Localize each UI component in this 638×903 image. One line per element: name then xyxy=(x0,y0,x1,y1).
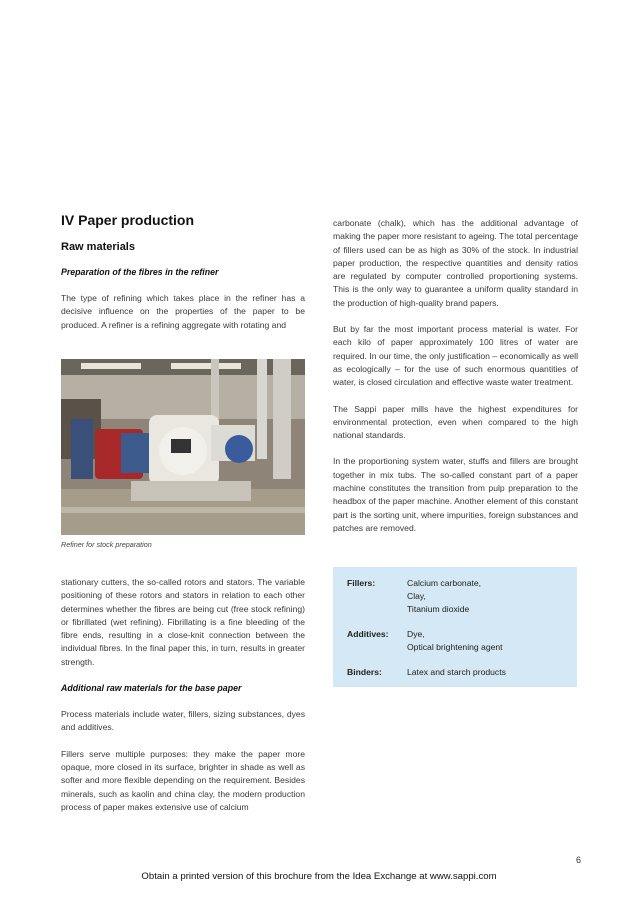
photo-caption: Refiner for stock preparation xyxy=(61,540,152,549)
materials-label: Additives: xyxy=(347,629,389,639)
chapter-title: IV Paper production xyxy=(61,212,195,228)
subheading-additional-materials: Additional raw materials for the base paper xyxy=(61,683,242,694)
paragraph-process-materials: Process materials include water, fillers, sizing substances, dyes and additives. xyxy=(61,709,305,733)
subheading-refiner: Preparation of the fibres in the refiner xyxy=(61,267,219,277)
paragraph-environment: The Sappi paper mills have the highest expenditures for environmental protection, even when compared to the high national standards. xyxy=(333,403,578,441)
right-column xyxy=(333,217,578,548)
paragraph-fillers: Fillers serve multiple purposes: they make the paper more opaque, more closed in its surface, brighter in shade as well as softer and more flexible depending on the requirement. Besides minerals, such as kaolin and china clay, the modern production process of paper makes extensive use of calcium xyxy=(61,748,305,812)
materials-label: Binders: xyxy=(347,667,382,677)
refiner-illustration xyxy=(61,359,305,535)
materials-value: Optical brightening agent xyxy=(407,642,503,652)
paragraph-calcium-carbonate: carbonate (chalk), which has the additional advantage of making the paper more resistant to ageing. The total percentage of fillers used can be as high as 30% of the stock. In industrial paper production, the respective quantities and density ratios are regulated by computer controlled proportioning systems. This is the only way to guarantee a uniform quality standard in the production of high-quality brand papers. xyxy=(333,218,578,308)
section-title: Raw materials xyxy=(61,241,135,253)
paragraph-refiner-intro: The type of refining which takes place in the refiner has a decisive influence on the properties of the paper to be produced. A refiner is a refining aggregate with rotating and xyxy=(61,293,305,330)
refiner-photo xyxy=(61,359,305,535)
materials-value: Latex and starch products xyxy=(407,667,506,677)
materials-value: Calcium carbonate, xyxy=(407,578,482,588)
page-number: 6 xyxy=(576,855,582,865)
paragraph-rotors-stators: stationary cutters, the so-called rotors and stators. The variable positioning of these rotors and stators in relation to each other determines whether the fibres are being cut (free stock refining) or fibrillated (wet refining). Fibrillating is a fine bleeding of the fibre ends, resulting in a close-knit connection between the individual fibres. In the final paper this, in turn, results in greater strength. xyxy=(61,577,305,667)
paragraph-water: But by far the most important process material is water. For each kilo of paper approximately 100 litres of water are required. In our time, the only justification – economically as well as ecologically – for the use of such enormous quantities of water, is closed circulation and effective waste water treatment. xyxy=(333,324,578,388)
left-column-top xyxy=(61,211,305,345)
left-column-bottom xyxy=(61,576,305,827)
materials-value: Dye, xyxy=(407,629,425,639)
materials-label: Fillers: xyxy=(347,578,376,588)
materials-value: Clay, xyxy=(407,591,426,601)
materials-value: Titanium dioxide xyxy=(407,604,470,614)
footer-note: Obtain a printed version of this brochure from the Idea Exchange at www.sappi.com xyxy=(141,871,497,882)
materials-box xyxy=(333,567,577,687)
paragraph-proportioning: In the proportioning system water, stuffs and fillers are brought together in mix tubs. The so-called constant part of a paper machine constitutes the transition from pulp preparation to the headbox of the paper machine. Another element of this constant part is the sorting unit, where impurities, foreign substances and patches are removed. xyxy=(333,456,578,533)
